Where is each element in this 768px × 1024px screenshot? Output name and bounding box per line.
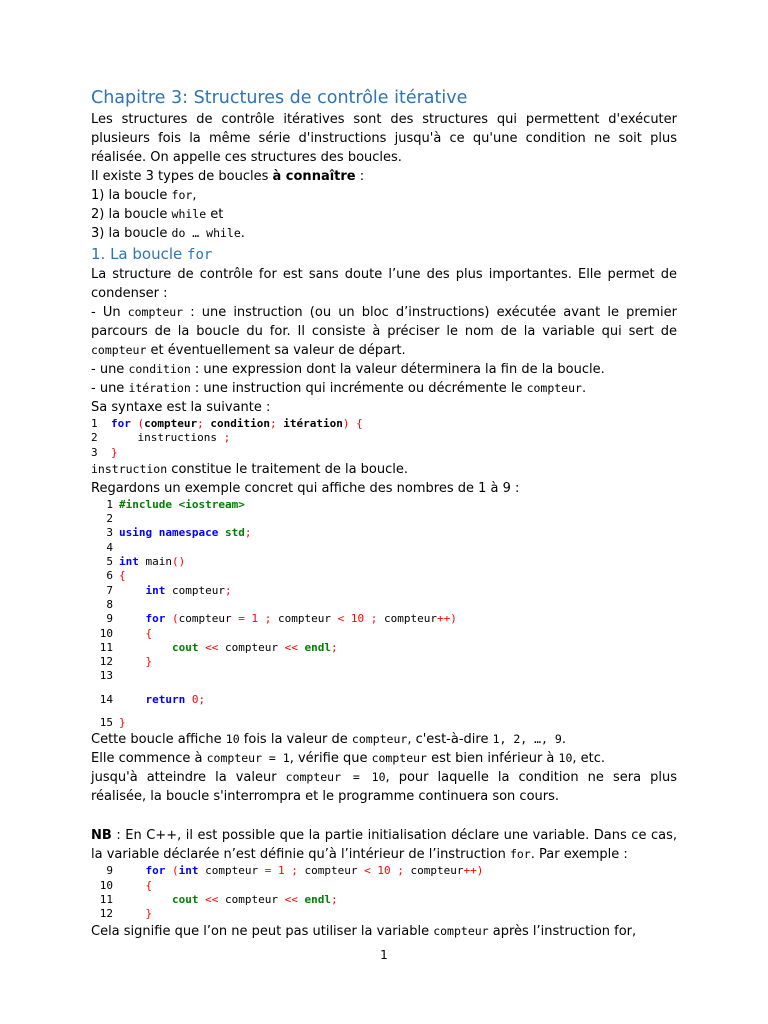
list-item: 3) la boucle do … while. <box>91 226 245 241</box>
syntax-intro: Sa syntaxe est la suivante : <box>91 400 271 415</box>
section-heading: 1. La boucle for <box>91 245 213 263</box>
list-item: 1) la boucle for, <box>91 188 197 203</box>
after-example-line: Cette boucle affiche 10 fois la valeur de compteur, c'est-à-dire 1, 2, …, 9. <box>91 732 566 748</box>
condition-description: - une condition : une expression dont la valeur déterminera la fin de la boucle. <box>91 362 605 377</box>
for-description: La structure de contrôle for est sans doute l’une des plus importantes. Elle permet de condenser : <box>91 267 677 301</box>
example-code-block: 1 #include <iostream> 2 3 using namespace std; 4 5 int main() 6 { 7 int compteur; 8 9 for (compteur = 1 ; compteur < 10 ; compteur++) 10 { 11 cout << compteur << endl; 12 } 13 <box>99 497 457 683</box>
syntax-code-block: 1 for (compteur; condition; itération) { 2 instructions ; 3 } <box>91 417 363 459</box>
iteration-description: - une itération : une instruction qui incrémente ou décrémente le compteur. <box>91 381 587 396</box>
example-intro: Regardons un exemple concret qui affiche des nombres de 1 à 9 : <box>91 480 520 496</box>
document-page <box>91 86 677 941</box>
begin-line: Elle commence à compteur = 1, vérifie que compteur est bien inférieur à 10, etc. <box>91 751 606 767</box>
until-line-end: réalisée, la boucle s'interrompra et le programme continuera son cours. <box>91 789 560 805</box>
instruction-line: instruction constitue le traitement de la boucle. <box>91 461 409 477</box>
nb-code-block: 9 for (int compteur = 1 ; compteur < 10 ; compteur++) 10 { 11 cout << compteur << endl; 12 } <box>99 864 484 921</box>
list-item: 2) la boucle while et <box>91 207 224 222</box>
example-code-return: 14 return 0; <box>99 692 206 706</box>
compteur-description: - Un compteur : une instruction (ou un bloc d’instructions) exécutée avant le premier parcours de la boucle du for. Il consiste à préciser le nom de la variable qui sert de compteur et éventuellement sa valeur de départ. <box>91 305 677 358</box>
until-line: jusqu'à atteindre la valeur compteur = 10, pour laquelle la condition ne sera plus <box>91 770 677 786</box>
final-line: Cela signifie que l’on ne peut pas utiliser la variable compteur après l’instruction for, <box>91 923 637 939</box>
example-code-end: 15 } <box>99 716 126 730</box>
chapter-title: Chapitre 3: Structures de contrôle itérative <box>91 88 468 108</box>
types-line: Il existe 3 types de boucles à connaître : <box>91 169 365 184</box>
nb-paragraph: NB : En C++, il est possible que la partie initialisation déclare une variable. Dans ce cas, la variable déclarée n’est définie qu’à l’intérieur de l’instruction for. Par exemple : <box>91 828 677 863</box>
page-number: 1 <box>380 948 388 962</box>
intro-paragraph: Les structures de contrôle itératives sont des structures qui permettent d'exécuter plusieurs fois la même série d'instructions jusqu'à ce qu'une condition ne soit plus réalisée. On appelle ces structures des boucles. <box>91 112 677 165</box>
